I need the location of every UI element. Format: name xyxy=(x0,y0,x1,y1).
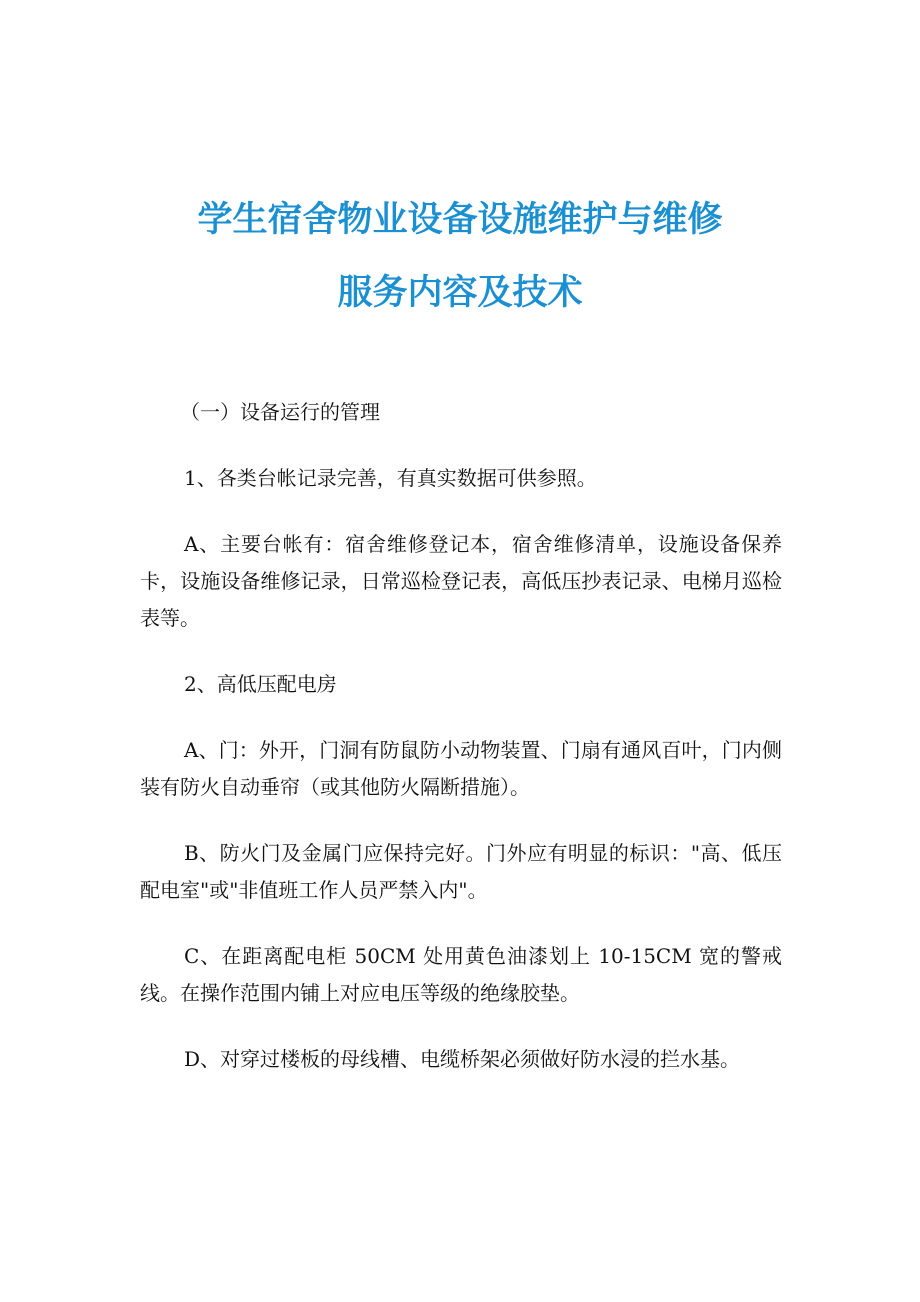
section-heading: （一）设备运行的管理 xyxy=(180,400,380,424)
paragraph-warning-line: C、在距离配电柜 50CM 处用黄色油漆划上 10-15CM 宽的警戒线。在操作范围内铺上对应电压等级的绝缘胶垫。 xyxy=(140,944,782,1005)
paragraph-fire-door: B、防火门及金属门应保持完好。门外应有明显的标识："高、低压配电室"或"非值班工作人员严禁入内"。 xyxy=(140,841,782,902)
paragraph-main-ledgers: A、主要台帐有：宿舍维修登记本，宿舍维修清单，设施设备保养卡，设施设备维修记录，日常巡检登记表，高低压抄表记录、电梯月巡检表等。 xyxy=(140,532,782,630)
paragraph-ledger-records: 1、各类台帐记录完善，有真实数据可供参照。 xyxy=(184,466,597,490)
document-title-line-1: 学生宿舍物业设备设施维护与维修 xyxy=(197,200,723,240)
paragraph-water-barrier: D、对穿过楼板的母线槽、电缆桥架必须做好防水浸的拦水基。 xyxy=(184,1047,741,1071)
paragraph-door: A、门：外开，门洞有防鼠防小动物装置、门扇有通风百叶，门内侧装有防火自动垂帘（或其他防火隔断措施）。 xyxy=(140,738,782,799)
document-title-line-2: 服务内容及技术 xyxy=(337,273,583,313)
document-body xyxy=(140,394,782,1107)
paragraph-distribution-room: 2、高低压配电房 xyxy=(184,672,337,696)
